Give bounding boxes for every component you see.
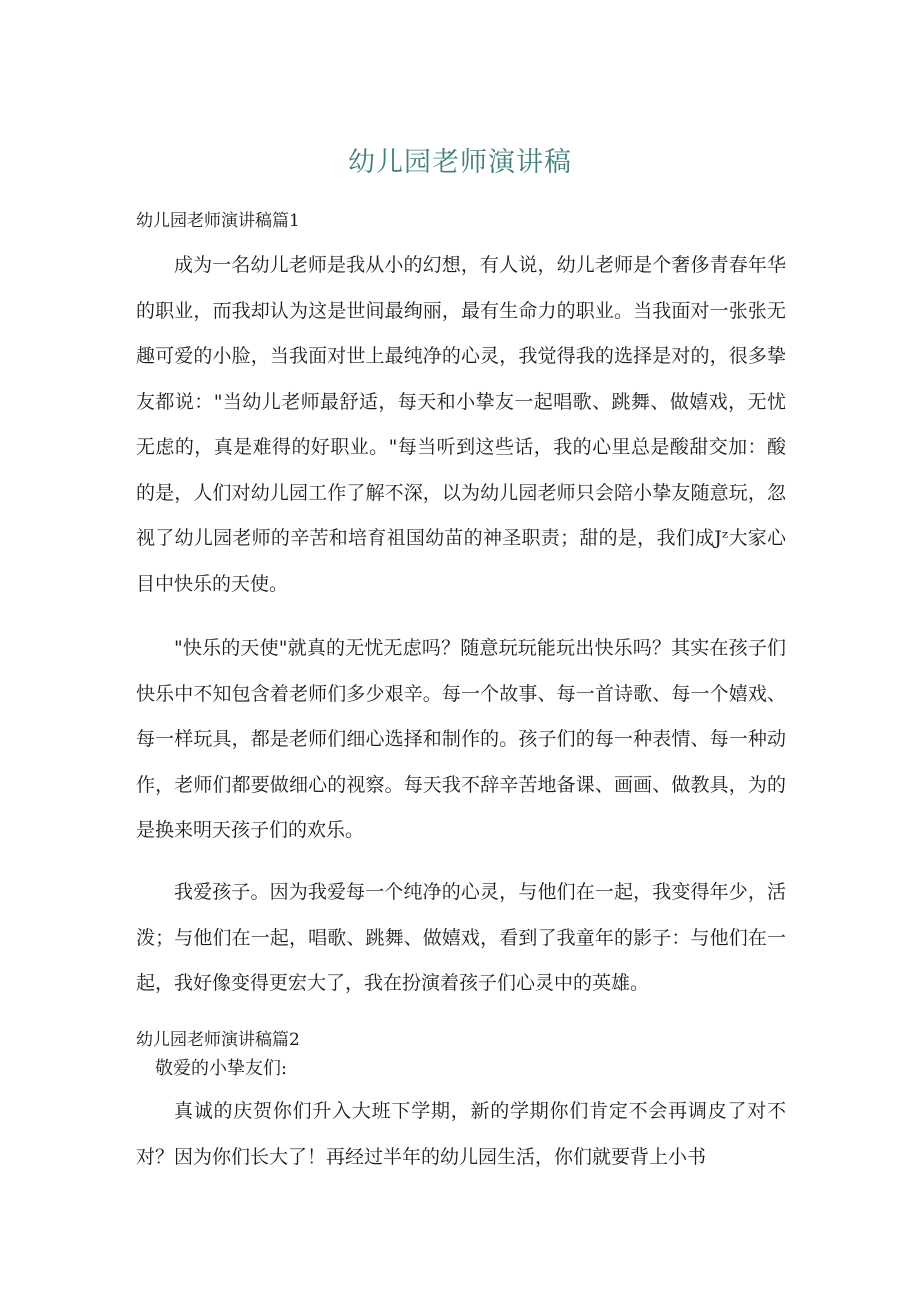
section-heading-2: 幼儿园老师演讲稿篇2 [136,1030,300,1050]
paragraph-2-1: 真诚的庆贺你们升入大班下学期，新的学期你们肯定不会再调皮了对不对？因为你们长大了！再经过半年的幼儿园生活，你们就要背上小书 [136,1100,786,1168]
section-heading-1: 幼儿园老师演讲稿篇1 [136,211,300,231]
paragraph-1-2: "快乐的天使"就真的无忧无虑吗？随意玩玩能玩出快乐吗？其实在孩子们快乐中不知包含着老师们多少艰辛。每一个故事、每一首诗歌、每一个嬉戏、每一样玩具，都是老师们细心选择和制作的。孩子们的每一种表情、每一种动作，老师们都要做细心的视察。每天我不辞辛苦地备课、画画、做教具，为的是换来明天孩子们的欢乐。 [136,637,786,841]
paragraph-1-1: 成为一名幼儿老师是我从小的幻想，有人说，幼儿老师是个奢侈青春年华的职业，而我却认为这是世间最绚丽，最有生命力的职业。当我面对一张张无趣可爱的小脸，当我面对世上最纯净的心灵，我觉得我的选择是对的，很多挚友都说："当幼儿老师最舒适，每天和小挚友一起唱歌、跳舞、做嬉戏，无忧无虑的，真是难得的好职业。"每当听到这些话，我的心里总是酸甜交加：酸的是，人们对幼儿园工作了解不深，以为幼儿园老师只会陪小挚友随意玩，忽视了幼儿园老师的辛苦和培育祖国幼苗的神圣职责；甜的是，我们成Jᶻ大家心目中快乐的天使。 [136,254,786,595]
paragraph-1-3: 我爱孩子。因为我爱每一个纯净的心灵，与他们在一起，我变得年少，活泼；与他们在一起，唱歌、跳舞、做嬉戏，看到了我童年的影子：与他们在一起，我好像变得更宏大了，我在扮演着孩子们心灵中的英雄。 [136,881,786,994]
document-title: 幼儿园老师演讲稿 [348,147,572,178]
salutation: 敬爱的小挚友们: [155,1058,288,1079]
